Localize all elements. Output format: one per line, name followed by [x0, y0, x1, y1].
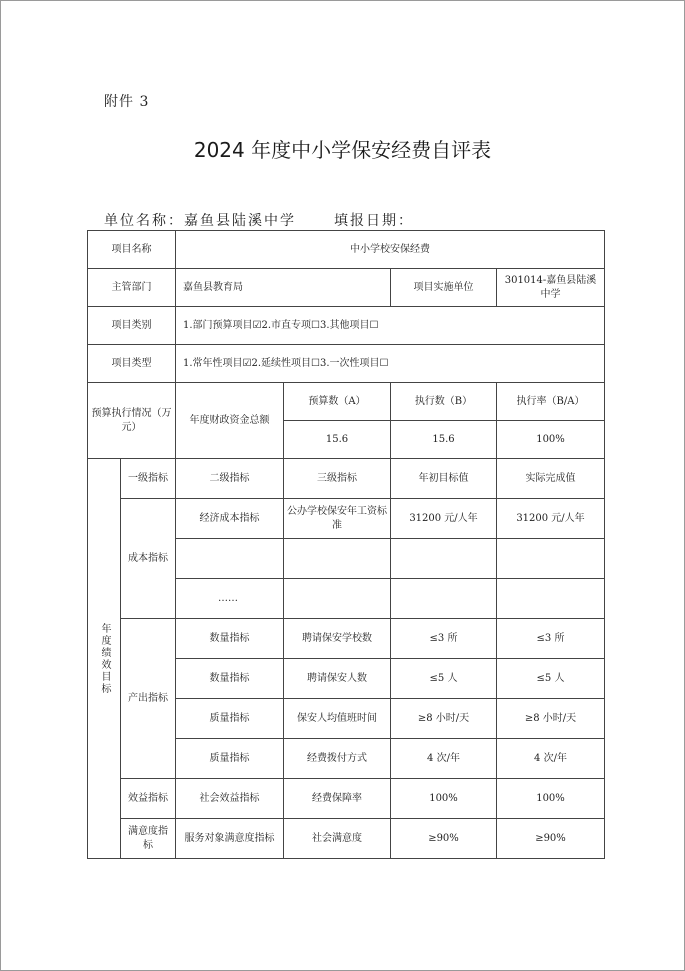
- cell-target: ≥8 小时/天: [391, 699, 497, 739]
- actual-header: 实际完成值: [497, 459, 605, 499]
- cell-level3: [284, 539, 391, 579]
- fill-date-label: 填报日期：: [334, 213, 414, 229]
- cell-level2: 经济成本指标: [176, 499, 284, 539]
- cell-target: [391, 579, 497, 619]
- cell-level3: 公办学校保安年工资标准: [284, 499, 391, 539]
- target-header: 年初目标值: [391, 459, 497, 499]
- row-project-name: [88, 231, 605, 269]
- cell-level2: 数量指标: [176, 659, 284, 699]
- cell-level3: 保安人均值班时间: [284, 699, 391, 739]
- cell-target: 4 次/年: [391, 739, 497, 779]
- cell-actual: 4 次/年: [497, 739, 605, 779]
- project-name-label: 项目名称: [88, 231, 176, 269]
- exec-header: 执行数（B）: [391, 383, 497, 421]
- cell-target: 100%: [391, 779, 497, 819]
- performance-section-text: 年度绩效目标: [99, 622, 110, 695]
- category-label: 项目类别: [88, 307, 176, 345]
- exec-unit-label: 项目实施单位: [391, 269, 497, 307]
- project-name-value: 中小学校安保经费: [176, 231, 605, 269]
- budget-exec-label: 预算执行情况（万元）: [88, 383, 176, 459]
- cell-level2: 服务对象满意度指标: [176, 819, 284, 859]
- attachment-label: 附件 3: [104, 94, 150, 110]
- category-value: 1.部门预算项目☑2.市直专项☐3.其他项目☐: [176, 307, 605, 345]
- cell-level3: 经费拨付方式: [284, 739, 391, 779]
- output-indicator-label: 产出指标: [121, 619, 176, 779]
- cell-target: [391, 539, 497, 579]
- cell-level2: 数量指标: [176, 619, 284, 659]
- row-type: [88, 345, 605, 383]
- exec-value: 15.6: [391, 421, 497, 459]
- cell-actual: ≤3 所: [497, 619, 605, 659]
- row-budget-headers: [88, 383, 605, 421]
- cell-level3: 经费保障率: [284, 779, 391, 819]
- budget-header: 预算数（A）: [284, 383, 391, 421]
- cell-target: ≤3 所: [391, 619, 497, 659]
- row-department: [88, 269, 605, 307]
- page-title: 2024 年度中小学保安经费自评表: [193, 138, 492, 162]
- table-row: [88, 619, 605, 659]
- self-evaluation-table: [87, 230, 605, 859]
- cell-level2: [176, 539, 284, 579]
- row-category: [88, 307, 605, 345]
- row-performance-headers: [88, 459, 605, 499]
- cell-actual: ≤5 人: [497, 659, 605, 699]
- performance-section-label: [88, 459, 121, 859]
- cell-actual: 100%: [497, 779, 605, 819]
- cell-target: 31200 元/人年: [391, 499, 497, 539]
- cell-target: ≤5 人: [391, 659, 497, 699]
- rate-value: 100%: [497, 421, 605, 459]
- table-row: [88, 779, 605, 819]
- cell-level3: [284, 579, 391, 619]
- cell-actual: [497, 579, 605, 619]
- cell-level3: 聘请保安人数: [284, 659, 391, 699]
- type-label: 项目类型: [88, 345, 176, 383]
- type-value: 1.常年性项目☑2.延续性项目☐3.一次性项目☐: [176, 345, 605, 383]
- exec-unit-value: 301014-嘉鱼县陆溪中学: [497, 269, 605, 307]
- cost-indicator-label: 成本指标: [121, 499, 176, 619]
- cell-level2: 质量指标: [176, 699, 284, 739]
- satisfaction-indicator-label: 满意度指标: [121, 819, 176, 859]
- cell-level2: ……: [176, 579, 284, 619]
- budget-value: 15.6: [284, 421, 391, 459]
- cell-actual: 31200 元/人年: [497, 499, 605, 539]
- cell-level2: 社会效益指标: [176, 779, 284, 819]
- cell-actual: [497, 539, 605, 579]
- cell-target: ≥90%: [391, 819, 497, 859]
- dept-value: 嘉鱼县教育局: [176, 269, 391, 307]
- cell-actual: ≥8 小时/天: [497, 699, 605, 739]
- cell-level3: 社会满意度: [284, 819, 391, 859]
- unit-info: [104, 210, 414, 230]
- cell-level3: 聘请保安学校数: [284, 619, 391, 659]
- rate-header: 执行率（B/A）: [497, 383, 605, 421]
- cell-actual: ≥90%: [497, 819, 605, 859]
- level3-header: 三级指标: [284, 459, 391, 499]
- level2-header: 二级指标: [176, 459, 284, 499]
- table-row: [88, 499, 605, 539]
- benefit-indicator-label: 效益指标: [121, 779, 176, 819]
- annual-fund-label: 年度财政资金总额: [176, 383, 284, 459]
- dept-label: 主管部门: [88, 269, 176, 307]
- unit-name: 单位名称：嘉鱼县陆溪中学: [104, 213, 296, 229]
- cell-level2: 质量指标: [176, 739, 284, 779]
- table-row: [88, 819, 605, 859]
- level1-header: 一级指标: [121, 459, 176, 499]
